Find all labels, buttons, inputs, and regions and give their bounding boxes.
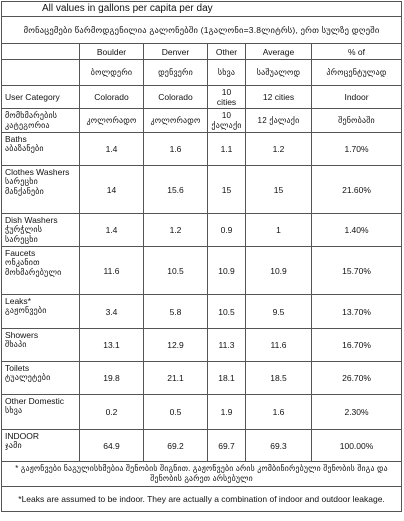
row-label-en: Dish Washers <box>5 215 58 225</box>
table-cell: 1.1 <box>208 133 246 166</box>
row-label-en: Toilets <box>5 363 30 373</box>
header-percent: % of <box>312 44 402 60</box>
category-row <box>2 86 402 109</box>
table-cell: 1.6 <box>144 133 208 166</box>
table-cell: 26.70% <box>312 362 402 395</box>
category-value-ge: 10 ქალაქი <box>208 109 246 133</box>
table-cell: 15 <box>246 166 312 214</box>
category-value-ge: შენობაში <box>312 109 402 133</box>
header-denver: Denver <box>144 44 208 60</box>
category-value: Indoor <box>312 86 402 109</box>
category-value: Colorado <box>144 86 208 109</box>
empty-corner-cell-ge <box>2 60 80 86</box>
row-label-en: Baths <box>5 134 27 144</box>
row-label-en: Faucets <box>5 248 36 258</box>
category-value: 10 cities <box>208 86 246 109</box>
row-label-en: INDOOR <box>5 431 39 441</box>
category-value-ge: კოლორადო <box>144 109 208 133</box>
row-label-ge: ჭურჭლის სარეცხი <box>5 225 43 244</box>
row-label <box>2 247 80 295</box>
table-cell: 21.60% <box>312 166 402 214</box>
row-label-ge: გაჟონვები <box>5 306 47 315</box>
table-row <box>2 362 402 395</box>
category-value: 12 cities <box>246 86 312 109</box>
row-label-en: Leaks* <box>5 296 31 306</box>
table-cell: 19.8 <box>80 362 144 395</box>
row-label-ge: სხვა <box>5 406 23 415</box>
table-cell: 15 <box>208 166 246 214</box>
row-label-ge: სარეცხი მანქანები <box>5 177 44 196</box>
row-label-en: Clothes Washers <box>5 167 70 177</box>
footnote-georgian: * გაჟონვები ნაგულისხმებია შენობის შიგნით. გაჟონვები არის კომბინირებული შენობის შიგა და შენობის გარეთ არსებული <box>2 462 402 487</box>
row-label <box>2 295 80 329</box>
table-cell: 1.4 <box>80 214 144 247</box>
category-value-ge: 12 ქალაქი <box>246 109 312 133</box>
table-cell: 1.40% <box>312 214 402 247</box>
row-label-ge: აბაზანები <box>5 144 44 153</box>
header-average-ge: საშუალოდ <box>246 60 312 86</box>
header-percent-ge: პროცენტულად <box>312 60 402 86</box>
table-cell: 1.2 <box>144 214 208 247</box>
footnote-en-row <box>2 487 402 512</box>
table-cell: 1.9 <box>208 395 246 430</box>
table-cell: 11.6 <box>80 247 144 295</box>
table-cell: 13.1 <box>80 329 144 362</box>
table-cell: 5.8 <box>144 295 208 329</box>
table-row <box>2 247 402 295</box>
header-boulder-ge: ბოლდერი <box>80 60 144 86</box>
row-label-ge: ჯამი <box>5 441 22 450</box>
table-cell: 69.3 <box>246 430 312 462</box>
header-average: Average <box>246 44 312 60</box>
table-row <box>2 133 402 166</box>
category-label: User Category <box>2 86 80 109</box>
header-other-ge: სხვა <box>208 60 246 86</box>
water-use-table-sheet <box>1 1 401 512</box>
table-cell: 18.1 <box>208 362 246 395</box>
table-row <box>2 214 402 247</box>
table-cell: 10.5 <box>144 247 208 295</box>
table-row <box>2 329 402 362</box>
table-cell: 21.1 <box>144 362 208 395</box>
table-cell: 64.9 <box>80 430 144 462</box>
table-cell: 0.5 <box>144 395 208 430</box>
row-label <box>2 329 80 362</box>
footnote-ge-row <box>2 462 402 487</box>
row-label <box>2 362 80 395</box>
row-label <box>2 395 80 430</box>
row-label-en: Other Domestic <box>5 396 65 406</box>
footnote-english: *Leaks are assumed to be indoor. They are actually a combination of indoor and outdoor leakage. <box>2 487 402 512</box>
category-row-ge <box>2 109 402 133</box>
water-use-table <box>1 1 402 512</box>
data-rows <box>2 133 402 462</box>
table-cell: 10.9 <box>246 247 312 295</box>
table-cell: 2.30% <box>312 395 402 430</box>
table-subtitle-georgian: მონაცემები წარმოდგენილია გალონებში (1გალონი=3.8ლიტრს), ერთ სულზე დღეში <box>2 17 402 44</box>
row-label-ge: ტუალეტები <box>5 373 51 382</box>
table-cell: 1 <box>246 214 312 247</box>
table-cell: 69.7 <box>208 430 246 462</box>
city-header-en-row <box>2 44 402 60</box>
row-label <box>2 133 80 166</box>
row-label-ge: ონკანით მოხმარებული <box>5 258 62 277</box>
table-cell: 1.2 <box>246 133 312 166</box>
city-header-ge-row <box>2 60 402 86</box>
table-cell: 15.6 <box>144 166 208 214</box>
table-cell: 12.9 <box>144 329 208 362</box>
row-label <box>2 166 80 214</box>
table-row <box>2 295 402 329</box>
table-cell: 10.9 <box>208 247 246 295</box>
row-label-ge: შხაპი <box>5 340 27 349</box>
title-row <box>2 2 402 17</box>
table-cell: 16.70% <box>312 329 402 362</box>
header-boulder: Boulder <box>80 44 144 60</box>
header-denver-ge: დენვერი <box>144 60 208 86</box>
header-other: Other <box>208 44 246 60</box>
table-cell: 18.5 <box>246 362 312 395</box>
table-cell: 13.70% <box>312 295 402 329</box>
table-cell: 10.5 <box>208 295 246 329</box>
table-cell: 100.00% <box>312 430 402 462</box>
table-cell: 0.2 <box>80 395 144 430</box>
table-cell: 1.6 <box>246 395 312 430</box>
row-label <box>2 430 80 462</box>
row-label <box>2 214 80 247</box>
table-row <box>2 395 402 430</box>
table-cell: 14 <box>80 166 144 214</box>
table-title: All values in gallons per capita per day <box>2 2 402 17</box>
table-cell: 11.6 <box>246 329 312 362</box>
category-label-ge: მომხმარების კატეგორია <box>2 109 80 133</box>
category-value-ge: კოლორადო <box>80 109 144 133</box>
table-cell: 11.3 <box>208 329 246 362</box>
table-cell: 3.4 <box>80 295 144 329</box>
table-row <box>2 430 402 462</box>
table-cell: 69.2 <box>144 430 208 462</box>
table-cell: 1.4 <box>80 133 144 166</box>
table-cell: 9.5 <box>246 295 312 329</box>
table-row <box>2 166 402 214</box>
table-cell: 1.70% <box>312 133 402 166</box>
table-cell: 0.9 <box>208 214 246 247</box>
category-value: Colorado <box>80 86 144 109</box>
row-label-en: Showers <box>5 330 39 340</box>
empty-corner-cell <box>2 44 80 60</box>
table-cell: 15.70% <box>312 247 402 295</box>
subtitle-row <box>2 17 402 44</box>
